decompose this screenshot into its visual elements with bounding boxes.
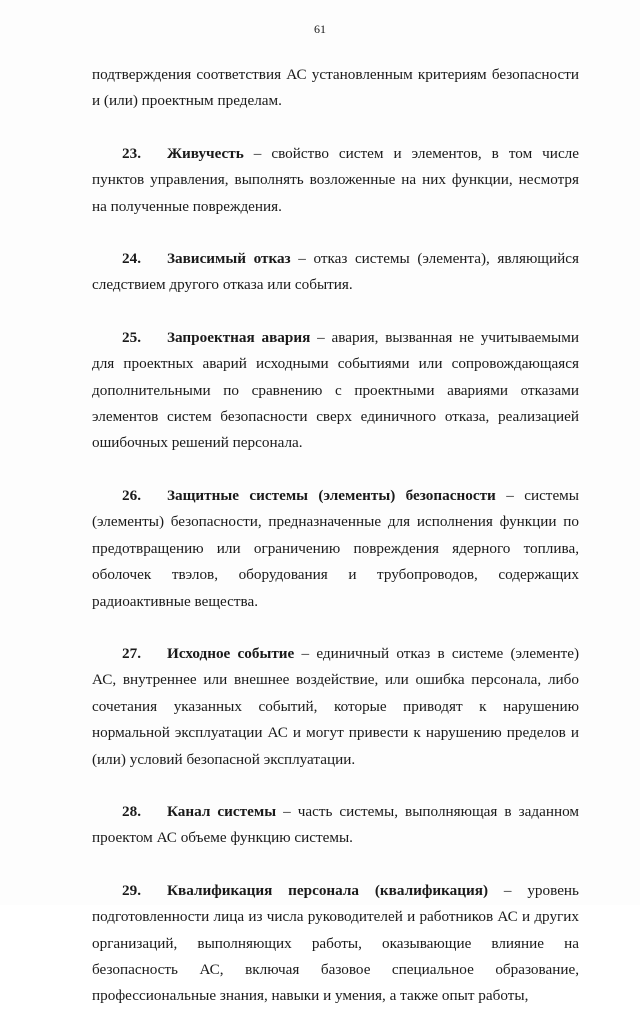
entry-term: Живучесть bbox=[167, 144, 244, 162]
entry-definition: – авария, вызванная не учитываемыми для проектных аварий исходными событиями или сопровождающаяся дополнительными по сравнению с проектными авариями отказами элементов систем безопасности сверх единичного отказа, реализацией ошибочных решений персонала. bbox=[92, 328, 579, 452]
entry-term: Защитные системы (элементы) безопасности bbox=[167, 486, 496, 504]
entry-term: Исходное событие bbox=[167, 644, 295, 662]
entry-definition: – часть системы, выполняющая в заданном проектом АС объеме функцию системы. bbox=[92, 802, 579, 847]
entry-definition: – отказ системы (элемента), являющийся следствием другого отказа или события. bbox=[92, 250, 579, 294]
definition-entry-26 bbox=[92, 483, 579, 615]
entry-definition: – единичный отказ в системе (элементе) АС, внутреннее или внешнее воздействие, или ошибка персонала, либо сочетания указанных событий, которые приводят к нарушению нормальной эксплуатации АС и могут привести к нарушению пределов и (или) условий безопасной эксплуатации. bbox=[92, 644, 580, 768]
definition-entry-27 bbox=[92, 641, 579, 773]
entry-term: Зависимый отказ bbox=[167, 250, 291, 268]
entry-number: 25. bbox=[122, 328, 141, 346]
definition-entry-24 bbox=[92, 246, 579, 299]
document-body bbox=[92, 62, 579, 1010]
entry-number: 26. bbox=[122, 486, 141, 504]
definition-entry-28 bbox=[92, 799, 579, 852]
entry-definition: – системы (элементы) безопасности, предназначенные для исполнения функции по предотвращению или ограничению повреждения ядерного топлива, оболочек твэлов, оборудования и трубопроводов, содержащих радиоактивные вещества. bbox=[92, 486, 579, 610]
entry-number: 28. bbox=[122, 802, 141, 820]
entry-term: Запроектная авария bbox=[167, 328, 311, 346]
entry-number: 24. bbox=[122, 250, 141, 268]
entry-term: Квалификация персонала (квалификация) bbox=[167, 881, 489, 899]
intro-paragraph: подтверждения соответствия АС установленным критериям безопасности и (или) проектным пределам. bbox=[92, 66, 579, 110]
page-number: 61 bbox=[314, 22, 326, 36]
entry-number: 27. bbox=[122, 644, 141, 662]
entry-definition: – уровень подготовленности лица из числа руководителей и работников АС и других организаций, выполняющих работы, оказывающие влияние на безопасность АС, включая базовое специальное образование, профессиональные знания, навыки и умения, а также опыт работы, bbox=[92, 881, 579, 1005]
entry-number: 29. bbox=[122, 881, 141, 899]
entry-number: 23. bbox=[122, 144, 141, 162]
definition-entry-29 bbox=[92, 878, 579, 1010]
entry-definition: – свойство систем и элементов, в том числе пунктов управления, выполнять возложенные на них функции, несмотря на полученные повреждения. bbox=[92, 144, 579, 215]
entry-term: Канал системы bbox=[167, 802, 277, 820]
definition-entry-25 bbox=[92, 325, 579, 457]
definition-entry-23 bbox=[92, 141, 579, 220]
